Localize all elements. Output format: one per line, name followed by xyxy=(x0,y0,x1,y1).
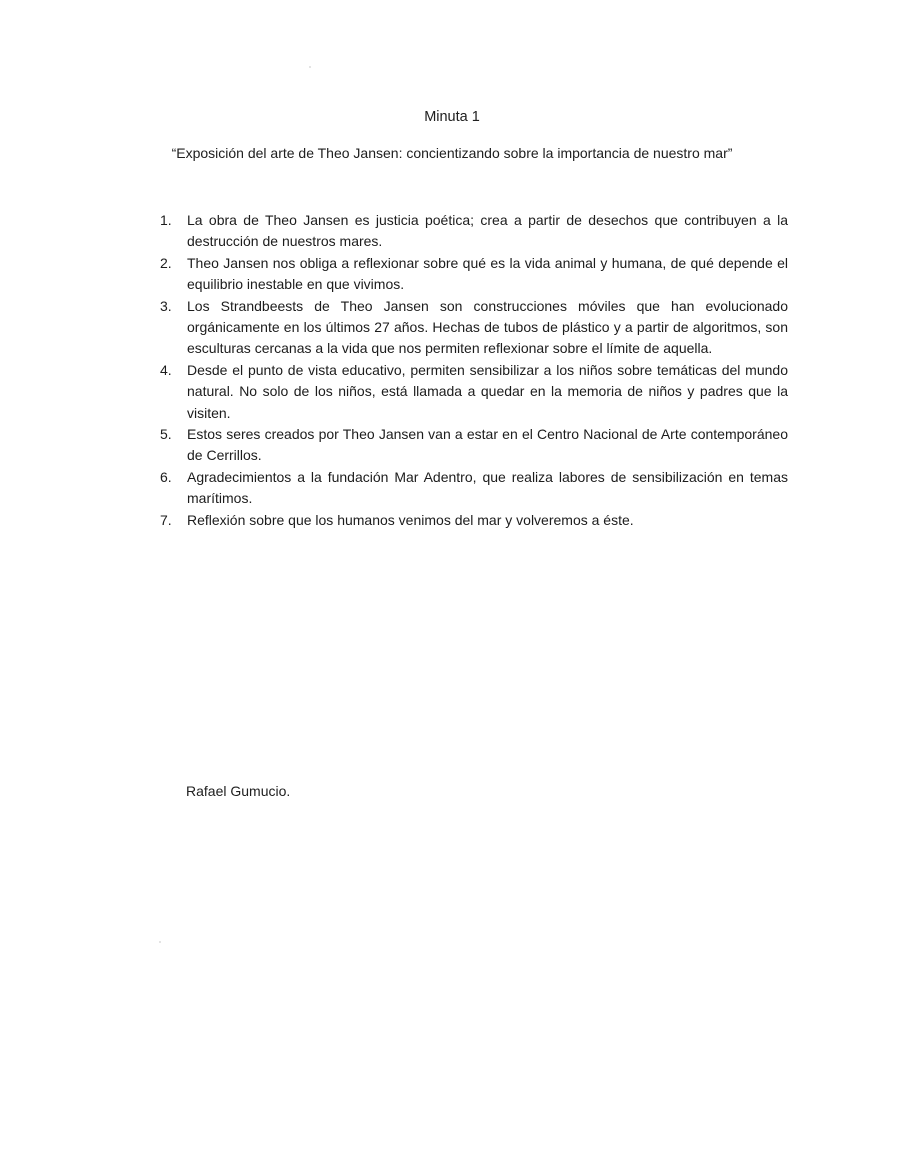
list-item xyxy=(160,467,788,510)
list-item xyxy=(160,510,788,531)
scan-speck xyxy=(309,66,311,68)
item-text: Desde el punto de vista educativo, permiten sensibilizar a los niños sobre temáticas del mundo natural. No solo de los niños, está llamada a quedar en la memoria de niños y padres que la visiten. xyxy=(187,361,788,421)
list-item xyxy=(160,210,788,253)
item-text: Reflexión sobre que los humanos venimos del mar y volveremos a éste. xyxy=(187,511,634,528)
item-number: 1. xyxy=(160,212,172,228)
document-subtitle: “Exposición del arte de Theo Jansen: concientizando sobre la importancia de nuestro mar” xyxy=(171,145,733,161)
document-title: Minuta 1 xyxy=(424,109,480,125)
item-number: 6. xyxy=(160,468,172,485)
item-number: 2. xyxy=(160,254,172,271)
list-item xyxy=(160,296,788,360)
item-number: 3. xyxy=(160,297,172,314)
scan-speck xyxy=(159,941,161,943)
list-item xyxy=(160,424,788,467)
list-item xyxy=(160,253,788,296)
list-item xyxy=(160,360,788,424)
item-number: 4. xyxy=(160,361,172,378)
signature-name: Rafael Gumucio. xyxy=(186,783,291,799)
item-number: 5. xyxy=(160,426,172,443)
item-text: Estos seres creados por Theo Jansen van a estar en el Centro Nacional de Arte contemporáneo de Cerrillos. xyxy=(187,426,788,464)
item-number: 7. xyxy=(160,511,172,528)
item-text: Agradecimientos a la fundación Mar Adentro, que realiza labores de sensibilización en temas marítimos. xyxy=(187,468,788,507)
minutes-list xyxy=(160,210,788,531)
item-text: La obra de Theo Jansen es justicia poética; crea a partir de desechos que contribuyen a la destrucción de nuestros mares. xyxy=(187,212,788,250)
item-text: Los Strandbeests de Theo Jansen son construcciones móviles que han evolucionado orgánicamente en los últimos 27 años. Hechas de tubos de plástico y a partir de algoritmos, son esculturas cercanas a la vida que nos permiten reflexionar sobre el límite de aquella. xyxy=(187,297,788,357)
item-text: Theo Jansen nos obliga a reflexionar sobre qué es la vida animal y humana, de qué depende el equilibrio inestable en que vivimos. xyxy=(187,254,788,293)
